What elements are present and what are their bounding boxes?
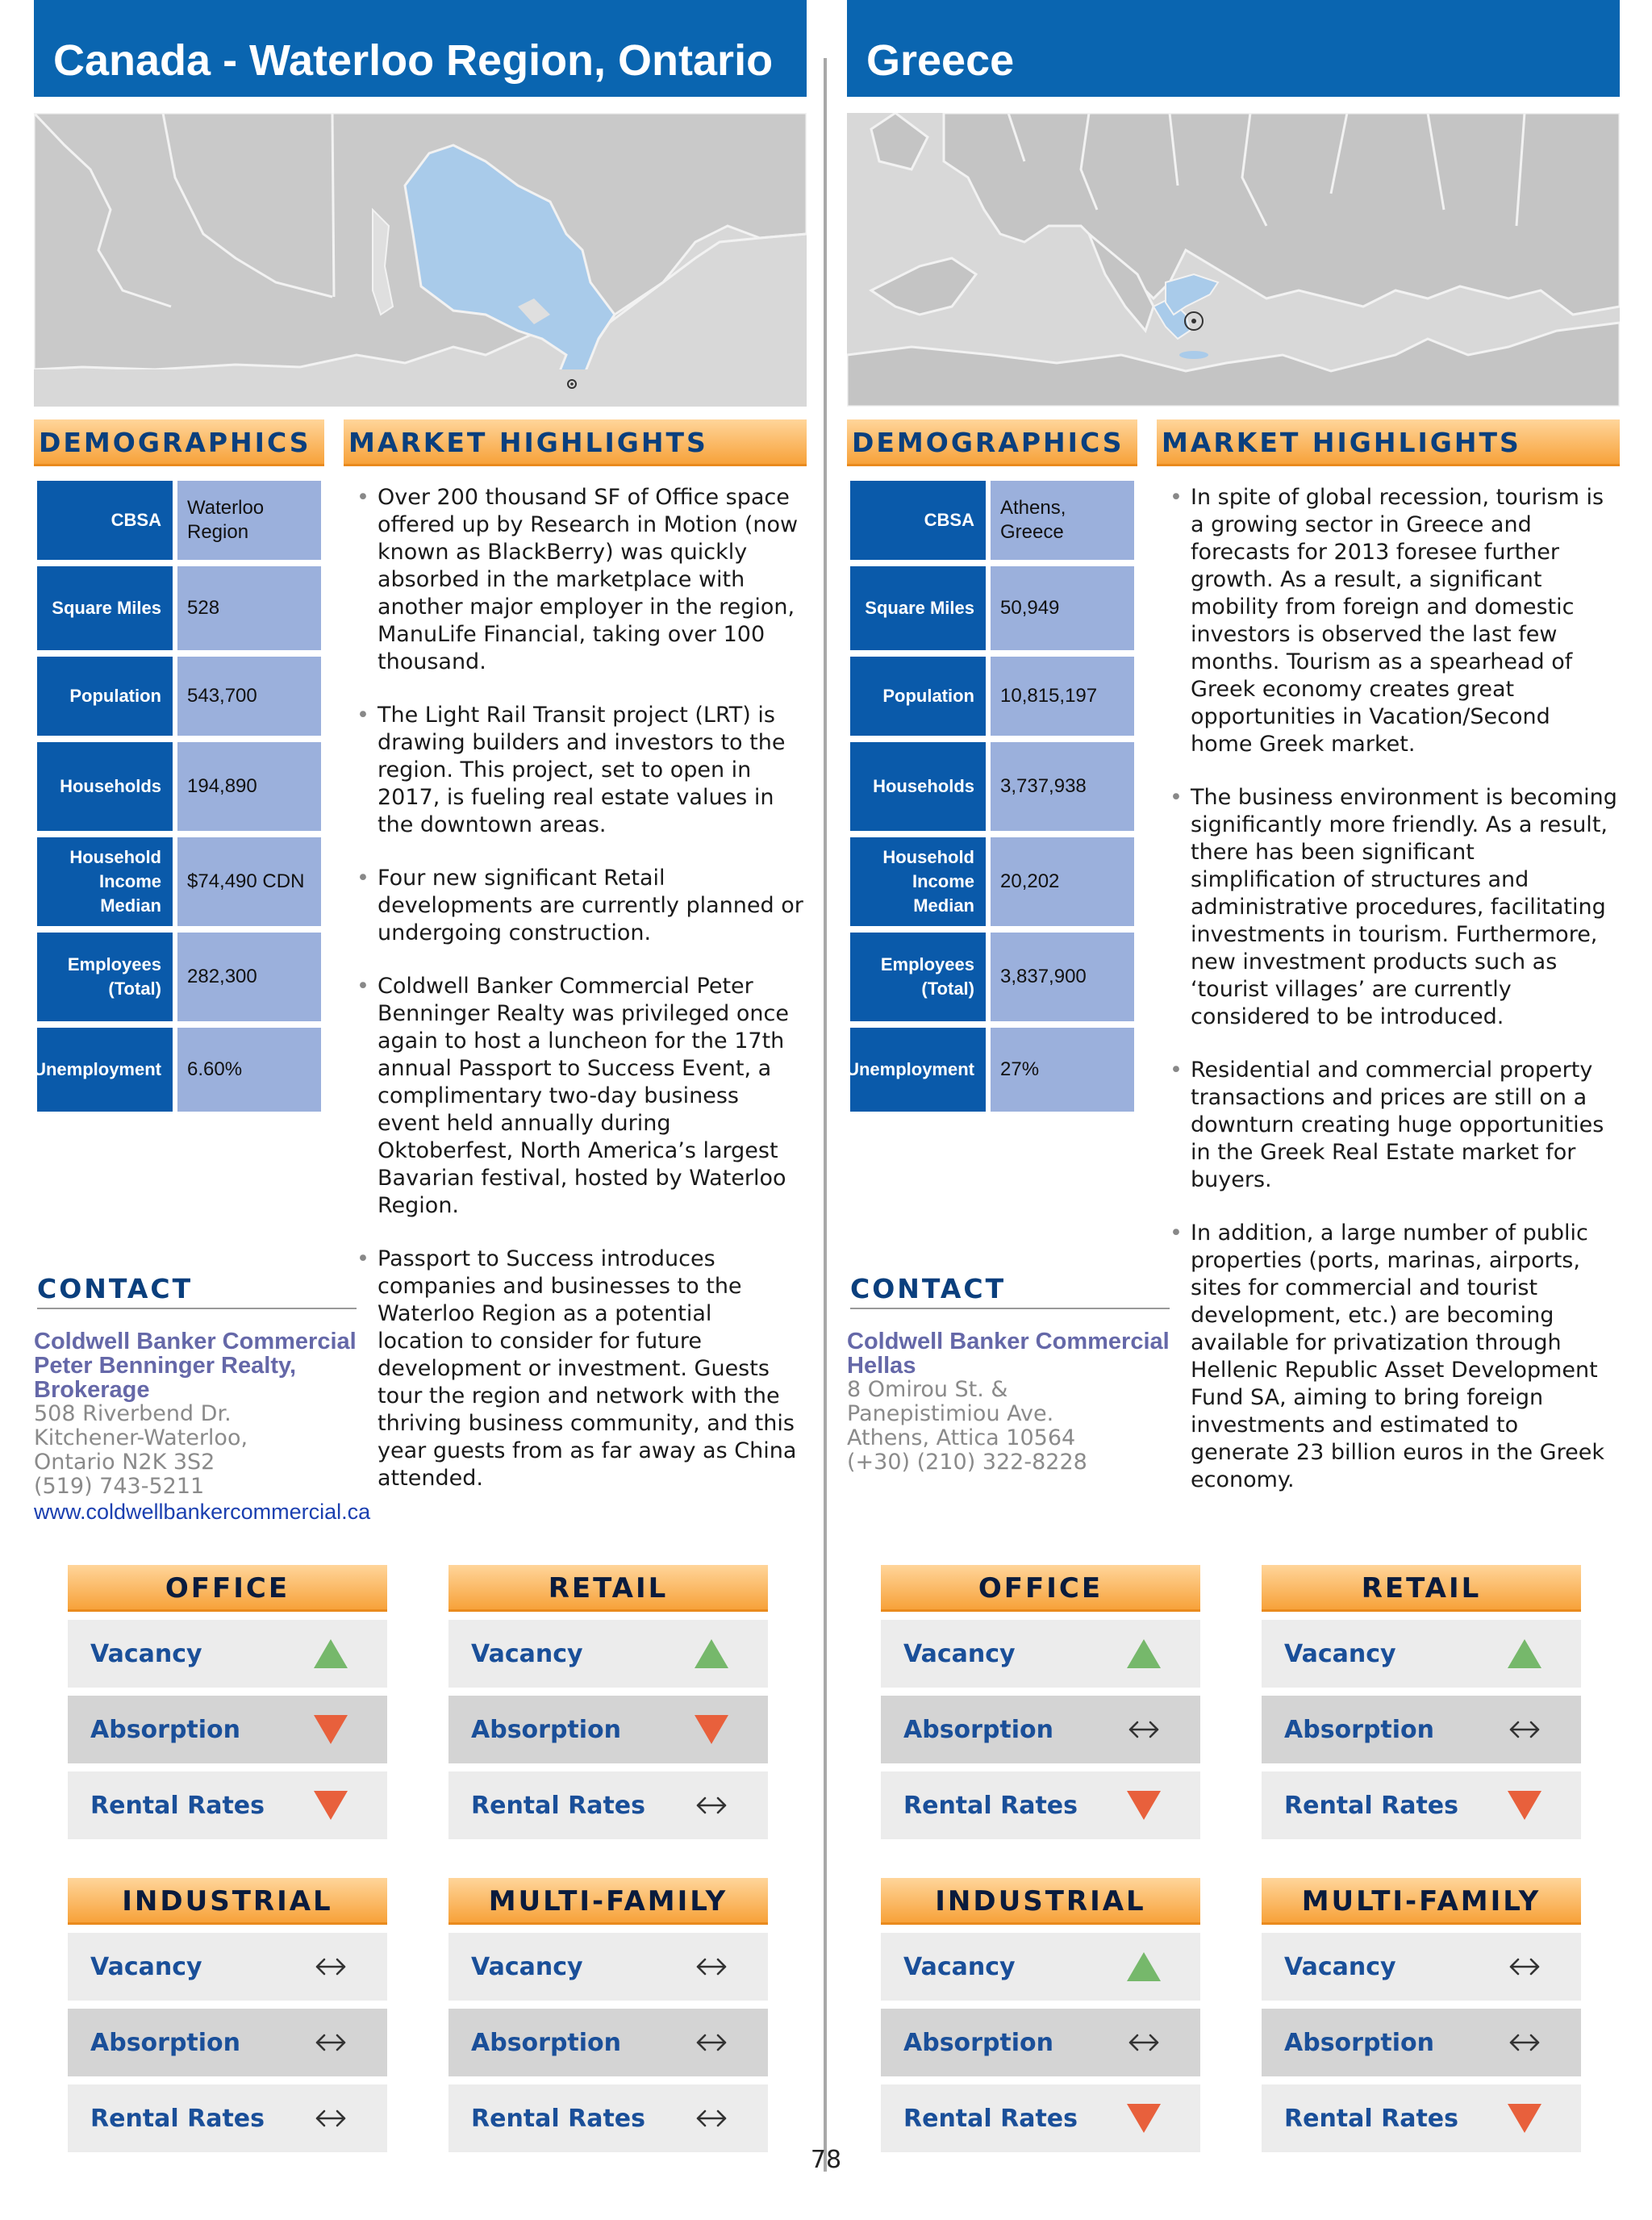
trend-panel-title: INDUSTRIAL [68, 1878, 387, 1925]
double-arrow-icon [694, 1949, 729, 1984]
demographic-label: Households [37, 742, 173, 831]
demographic-value: 3,837,900 [991, 933, 1134, 1021]
demographic-value: 20,202 [991, 837, 1134, 926]
contact-company: Peter Benninger Realty, [34, 1353, 297, 1379]
trend-metric-label: Rental Rates [90, 1791, 265, 1820]
demographic-row-households [850, 742, 1134, 831]
trend-metric-label: Absorption [90, 2028, 241, 2057]
trend-panel-retail [1262, 1565, 1581, 1839]
contact-address: Athens, Attica 10564 [847, 1425, 1076, 1450]
triangle-up-icon [313, 1636, 348, 1671]
trend-row [881, 2084, 1200, 2152]
double-arrow-icon [313, 2025, 348, 2060]
demographic-row-household-income [37, 837, 321, 926]
trend-metric-label: Absorption [1284, 1715, 1435, 1744]
demographic-label: Unemployment [37, 1028, 173, 1112]
triangle-up-icon [1507, 1636, 1542, 1671]
double-arrow-icon [694, 2025, 729, 2060]
demographic-label: Population [37, 657, 173, 736]
trend-metric-label: Rental Rates [903, 1791, 1078, 1820]
trend-metric-label: Absorption [471, 1715, 622, 1744]
triangle-down-icon [313, 1712, 348, 1747]
trend-metric-label: Rental Rates [90, 2104, 265, 2133]
market-highlights-list [1170, 484, 1618, 1520]
double-arrow-icon [1507, 1712, 1542, 1747]
triangle-down-icon [313, 1788, 348, 1823]
highlight-item: • Over 200 thousand SF of Office space offered up by Research in Motion (now known as BlackBerry) was quickly absorbed in the marketplace with another major employer in the region, ManuLife Financial, taking over 100 thousand. [357, 484, 805, 676]
trend-metric-label: Absorption [903, 2028, 1054, 2057]
contact-block [34, 1329, 413, 1525]
trend-row [68, 1696, 387, 1763]
market-highlights-header: MARKET HIGHLIGHTS [1157, 419, 1620, 466]
trend-metric-label: Vacancy [1284, 1639, 1396, 1668]
trend-row [68, 1620, 387, 1688]
demographic-row-square-miles [850, 566, 1134, 650]
double-arrow-icon [1126, 2025, 1162, 2060]
trend-row [881, 1933, 1200, 2001]
demographic-value: 10,815,197 [991, 657, 1134, 736]
trend-row [68, 2009, 387, 2076]
trend-row [1262, 1771, 1581, 1839]
demographic-row-cbsa [37, 481, 321, 560]
double-arrow-icon [1507, 2025, 1542, 2060]
demographic-label: Household Income Median [37, 837, 173, 926]
double-arrow-icon [313, 2101, 348, 2136]
demographic-row-unemployment [846, 1028, 1134, 1112]
contact-phone: (+30) (210) 322-8228 [847, 1450, 1087, 1475]
demographic-row-employees [37, 933, 321, 1021]
contact-company: Coldwell Banker Commercial [34, 1329, 357, 1354]
trend-metric-label: Absorption [1284, 2028, 1435, 2057]
map-greece-image [847, 113, 1620, 407]
trend-row [1262, 1933, 1581, 2001]
demographics-header: DEMOGRAPHICS [34, 419, 324, 466]
highlight-item: • Passport to Success introduces companies and businesses to the Waterloo Region as a potential location to consider for future development or investment. Guests tour the region and network with the thriving business community, and this year guests from as far away as China attended. [357, 1246, 805, 1492]
double-arrow-icon [694, 2101, 729, 2136]
demographic-row-population [850, 657, 1134, 736]
trend-row [1262, 2009, 1581, 2076]
contact-header: CONTACT [37, 1273, 357, 1309]
contact-company: Brokerage [34, 1377, 150, 1403]
trend-panel-multi-family [448, 1878, 768, 2152]
trend-row [448, 1620, 768, 1688]
trend-metric-label: Vacancy [471, 1952, 583, 1981]
demographic-value: 50,949 [991, 566, 1134, 650]
trend-panel-multi-family [1262, 1878, 1581, 2152]
trend-row [448, 2009, 768, 2076]
trend-row [68, 1771, 387, 1839]
contact-company: Coldwell Banker Commercial [847, 1329, 1170, 1354]
demographic-label: CBSA [850, 481, 986, 560]
trend-row [1262, 2084, 1581, 2152]
demographic-label: Household Income Median [850, 837, 986, 926]
demographic-value: 3,737,938 [991, 742, 1134, 831]
double-arrow-icon [694, 1788, 729, 1823]
trend-panel-industrial [881, 1878, 1200, 2152]
demographic-value: 194,890 [177, 742, 321, 831]
contact-company: Hellas [847, 1353, 916, 1379]
demographic-value: 282,300 [177, 933, 321, 1021]
trend-panel-title: RETAIL [448, 1565, 768, 1612]
highlight-item: • The business environment is becoming significantly more friendly. As a result, there has been significant simplification of structures and administrative procedures, facilitating investments in tourism. Furthermore, new investment products such as ‘tourist villages’ are currently considered to be introduced. [1170, 784, 1618, 1031]
highlight-item: • In addition, a large number of public properties (ports, marinas, airports, sites for commercial and tourist development, etc.) are becoming available for privatization through Hellenic Republic Asset Development Fund SA, aiming to bring foreign investments and estimated to generate 23 billion euros in the Greek economy. [1170, 1220, 1618, 1494]
trend-panel-retail [448, 1565, 768, 1839]
market-highlights-list [357, 484, 805, 1518]
trend-row [448, 1696, 768, 1763]
region-title: Greece [847, 0, 1620, 97]
trend-metric-label: Vacancy [471, 1639, 583, 1668]
trend-row [448, 1771, 768, 1839]
demographic-value: Waterloo Region [177, 481, 321, 560]
contact-website-link[interactable]: www.coldwellbankercommercial.ca [34, 1500, 371, 1524]
contact-address: 508 Riverbend Dr. [34, 1401, 232, 1426]
map-canada-image [34, 113, 807, 407]
trend-panel-office [881, 1565, 1200, 1839]
contact-block [847, 1329, 1226, 1475]
demographic-label: Square Miles [37, 566, 173, 650]
trend-row [68, 2084, 387, 2152]
demographic-row-households [37, 742, 321, 831]
triangle-up-icon [1126, 1636, 1162, 1671]
demographic-label: Square Miles [850, 566, 986, 650]
demographic-value: 528 [177, 566, 321, 650]
trend-metric-label: Absorption [903, 1715, 1054, 1744]
highlight-item: • Residential and commercial property transactions and prices are still on a downturn creating huge opportunities in the Greek Real Estate market for buyers. [1170, 1057, 1618, 1194]
demographics-header: DEMOGRAPHICS [847, 419, 1137, 466]
trend-row [1262, 1696, 1581, 1763]
demographic-label: Unemployment [850, 1028, 986, 1112]
contact-phone: (519) 743-5211 [34, 1474, 205, 1499]
trend-panel-title: MULTI-FAMILY [1262, 1878, 1581, 1925]
trend-metric-label: Vacancy [903, 1639, 1016, 1668]
trend-row [68, 1933, 387, 2001]
map-greece [847, 113, 1620, 407]
highlight-item: • The Light Rail Transit project (LRT) is drawing builders and investors to the region. This project, set to open in 2017, is fueling real estate values in the downtown areas. [357, 702, 805, 839]
trend-metric-label: Rental Rates [471, 2104, 646, 2133]
market-highlights-header: MARKET HIGHLIGHTS [344, 419, 807, 466]
demographic-value: 6.60% [177, 1028, 321, 1112]
double-arrow-icon [1126, 1712, 1162, 1747]
demographic-label: Population [850, 657, 986, 736]
trend-metric-label: Absorption [471, 2028, 622, 2057]
trend-row [1262, 1620, 1581, 1688]
trend-panel-title: MULTI-FAMILY [448, 1878, 768, 1925]
triangle-up-icon [1126, 1949, 1162, 1984]
trend-metric-label: Vacancy [90, 1639, 202, 1668]
triangle-down-icon [1126, 2101, 1162, 2136]
demographic-value: 27% [991, 1028, 1134, 1112]
demographic-row-population [37, 657, 321, 736]
trend-row [881, 2009, 1200, 2076]
trend-metric-label: Rental Rates [903, 2104, 1078, 2133]
trend-panel-office [68, 1565, 387, 1839]
trend-panel-title: RETAIL [1262, 1565, 1581, 1612]
contact-header: CONTACT [850, 1273, 1170, 1309]
trend-row [448, 2084, 768, 2152]
double-arrow-icon [313, 1949, 348, 1984]
demographic-value: 543,700 [177, 657, 321, 736]
trend-metric-label: Rental Rates [1284, 1791, 1459, 1820]
demographic-label: CBSA [37, 481, 173, 560]
triangle-down-icon [694, 1712, 729, 1747]
trend-metric-label: Absorption [90, 1715, 241, 1744]
trend-metric-label: Rental Rates [1284, 2104, 1459, 2133]
trend-panel-title: INDUSTRIAL [881, 1878, 1200, 1925]
trend-metric-label: Vacancy [903, 1952, 1016, 1981]
triangle-up-icon [694, 1636, 729, 1671]
trend-row [881, 1696, 1200, 1763]
highlight-item: • In spite of global recession, tourism is a growing sector in Greece and forecasts for 2013 foresee further growth. As a result, a significant mobility from foreign and domestic investors is observed the last few months. Tourism as a spearhead of Greek economy creates great opportunities in Vacation/Second home Greek market. [1170, 484, 1618, 758]
trend-row [881, 1771, 1200, 1839]
contact-address: Ontario N2K 3S2 [34, 1450, 215, 1475]
double-arrow-icon [1507, 1949, 1542, 1984]
triangle-down-icon [1507, 1788, 1542, 1823]
trend-panel-title: OFFICE [881, 1565, 1200, 1612]
highlight-item: • Four new significant Retail developments are currently planned or undergoing construction. [357, 865, 805, 947]
demographic-row-square-miles [37, 566, 321, 650]
contact-address: 8 Omirou St. & [847, 1377, 1008, 1402]
demographic-label: Employees (Total) [37, 933, 173, 1021]
demographic-value: Athens, Greece [991, 481, 1134, 560]
trend-panel-industrial [68, 1878, 387, 2152]
trend-row [881, 1620, 1200, 1688]
region-title: Canada - Waterloo Region, Ontario [34, 0, 807, 97]
trend-panel-title: OFFICE [68, 1565, 387, 1612]
triangle-down-icon [1507, 2101, 1542, 2136]
trend-row [448, 1933, 768, 2001]
contact-address: Panepistimiou Ave. [847, 1401, 1054, 1426]
trend-metric-label: Vacancy [1284, 1952, 1396, 1981]
demographic-value: $74,490 CDN [177, 837, 321, 926]
trend-metric-label: Vacancy [90, 1952, 202, 1981]
page-number: 78 [810, 2146, 842, 2174]
contact-address: Kitchener-Waterloo, [34, 1425, 248, 1450]
center-divider [824, 58, 827, 2172]
map-canada [34, 113, 807, 407]
demographic-row-employees [850, 933, 1134, 1021]
demographic-row-household-income [850, 837, 1134, 926]
triangle-down-icon [1126, 1788, 1162, 1823]
demographic-label: Households [850, 742, 986, 831]
trend-metric-label: Rental Rates [471, 1791, 646, 1820]
demographic-row-cbsa [850, 481, 1134, 560]
demographic-row-unemployment [33, 1028, 321, 1112]
highlight-item: • Coldwell Banker Commercial Peter Benninger Realty was privileged once again to host a luncheon for the 17th annual Passport to Success Event, a complimentary two-day business event held annually during Oktoberfest, North America’s largest Bavarian festival, hosted by Waterloo Region. [357, 973, 805, 1220]
demographic-label: Employees (Total) [850, 933, 986, 1021]
